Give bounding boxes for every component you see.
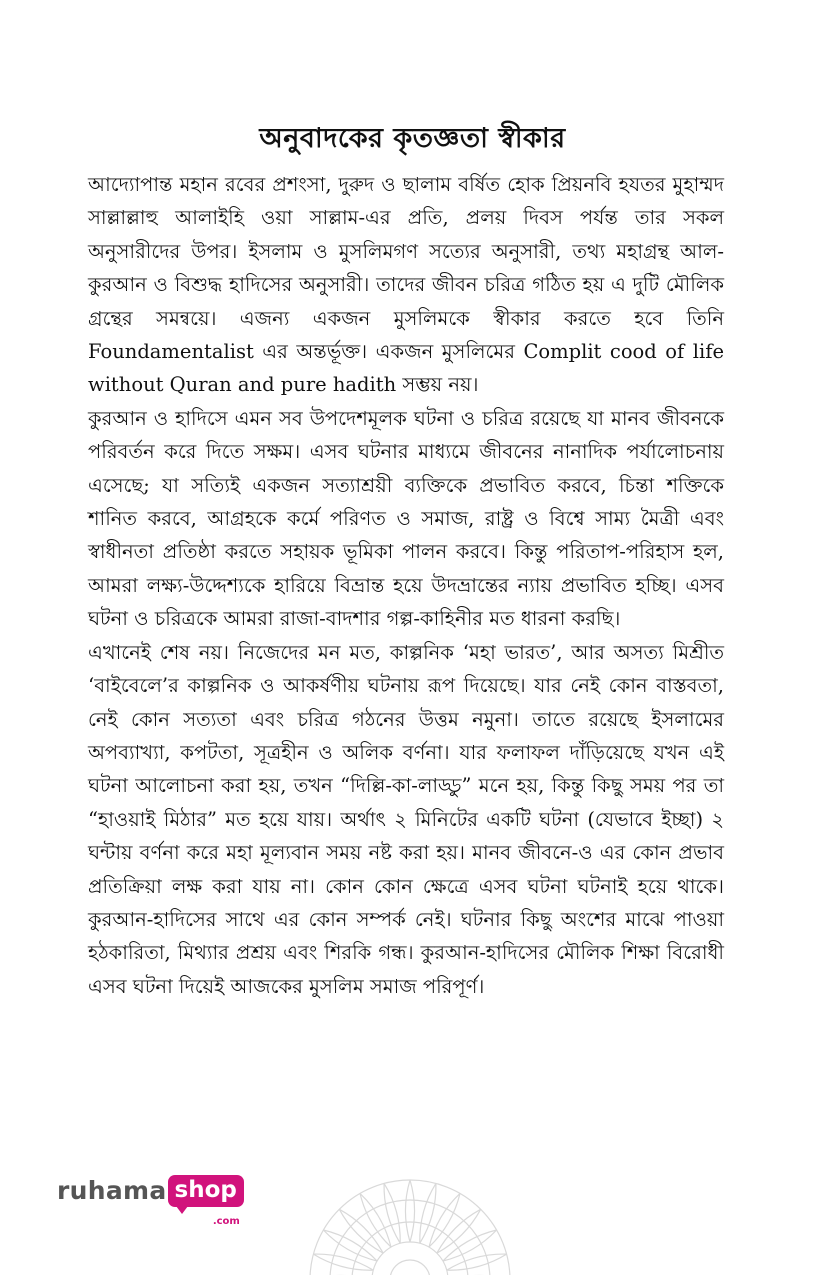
paragraph-2: কুরআন ও হাদিসে এমন সব উপদেশমূলক ঘটনা ও চরিত্র রয়েছে যা মানব জীবনকে পরিবর্তন করে দিতে সক্ষম। এসব ঘটনার মাধ্যমে জীবনের নানাদিক পর্যালোচনায় এসেছে; যা সত্যিই একজন সত্যাশ্রয়ী ব্যক্তিকে প্রভাবিত করবে, চিন্তা শক্তিকে শানিত করবে, আগ্রহকে কর্মে পরিণত ও সমাজ, রাষ্ট্র ও বিশ্বে সাম্য মৈত্রী এবং স্বাধীনতা প্রতিষ্ঠা করতে সহায়ক ভূমিকা পালন করবে। কিন্তু পরিতাপ-পরিহাস হল, আমরা লক্ষ্য-উদ্দেশ্যকে হারিয়ে বিভ্রান্ত হয়ে উদভ্রান্তের ন্যায় প্রভাবিত হচ্ছি। এসব ঘটনা ও চরিত্রকে আমরা রাজা-বাদশার গল্প-কাহিনীর মত ধারনা করছি। [88,406,724,631]
publisher-logo [57,1175,244,1227]
paragraph-3: এখানেই শেষ নয়। নিজেদের মন মত, কাল্পনিক ‘মহা ভারত’, আর অসত্য মিশ্রীত ‘বাইবেলে’র কাল্পনিক ও আকর্ষণীয় ঘটনায় রূপ দিয়েছে। যার নেই কোন বাস্তবতা, নেই কোন সত্যতা এবং চরিত্র গঠনের উত্তম নমুনা। তাতে রয়েছে ইসলামের অপব্যাখ্যা, কপটতা, সূত্রহীন ও অলিক বর্ণনা। যার ফলাফল দাঁড়িয়েছে যখন এই ঘটনা আলোচনা করা হয়, তখন “দিল্লি-কা-লাড্ডু” মনে হয়, কিন্তু কিছু সময় পর তা “হাওয়াই মিঠার” মত হয়ে যায়। অর্থাৎ ২ মিনিটের একটি ঘটনা (যেভাবে ইচ্ছা) ২ ঘন্টায় বর্ণনা করে মহা মূল্যবান সময় নষ্ট করা হয়। মানব জীবনে-ও এর কোন প্রভাব প্রতিক্রিয়া লক্ষ করা যায় না। কোন কোন ক্ষেত্রে এসব ঘটনা ঘটনাই হয়ে থাকে। কুরআন-হাদিসের সাথে এর কোন সম্পর্ক নেই। ঘটনার কিছু অংশের মাঝে পাওয়া হঠকারিতা, মিথ্যার প্রশ্রয় এবং শিরকি গন্ধ। কুরআন-হাদিসের মৌলিক শিক্ষা বিরোধী এসব ঘটনা দিয়েই আজকের মুসলিম সমাজ পরিপূর্ণ। [88,640,724,998]
logo-text-shop: shop [174,1177,237,1203]
page-title: অনুবাদকের কৃতজ্ঞতা স্বীকার [259,123,566,154]
mandala-ornament-icon [300,1160,520,1275]
logo-text-ruhama: ruhama [57,1176,167,1205]
paragraph-1: আদ্যোপান্ত মহান রবের প্রশংসা, দুরুদ ও ছালাম বর্ষিত হোক প্রিয়নবি হযতর মুহাম্মদ সাল্লাল্লাহু আলাইহি ওয়া সাল্লাম-এর প্রতি, প্রলয় দিবস পর্যন্ত তার সকল অনুসারীদের উপর। ইসলাম ও মুসলিমগণ সত্যের অনুসারী, তথ্য মহাগ্রন্থ আল-কুরআন ও বিশুদ্ধ হাদিসের অনুসারী। তাদের জীবন চরিত্র গঠিত হয় এ দুটি মৌলিক গ্রন্থের সমন্বয়ে। এজন্য একজন মুসলিমকে স্বীকার করতে হবে তিনি Foundamentalist এর অন্তর্ভূক্ত। একজন মুসলিমের Complit cood of life without Quran and pure hadith সম্ভয় নয়। [88,173,724,397]
logo-text-com: .com [212,1216,240,1227]
body-text [88,168,724,1003]
logo-shop-badge [168,1175,244,1227]
